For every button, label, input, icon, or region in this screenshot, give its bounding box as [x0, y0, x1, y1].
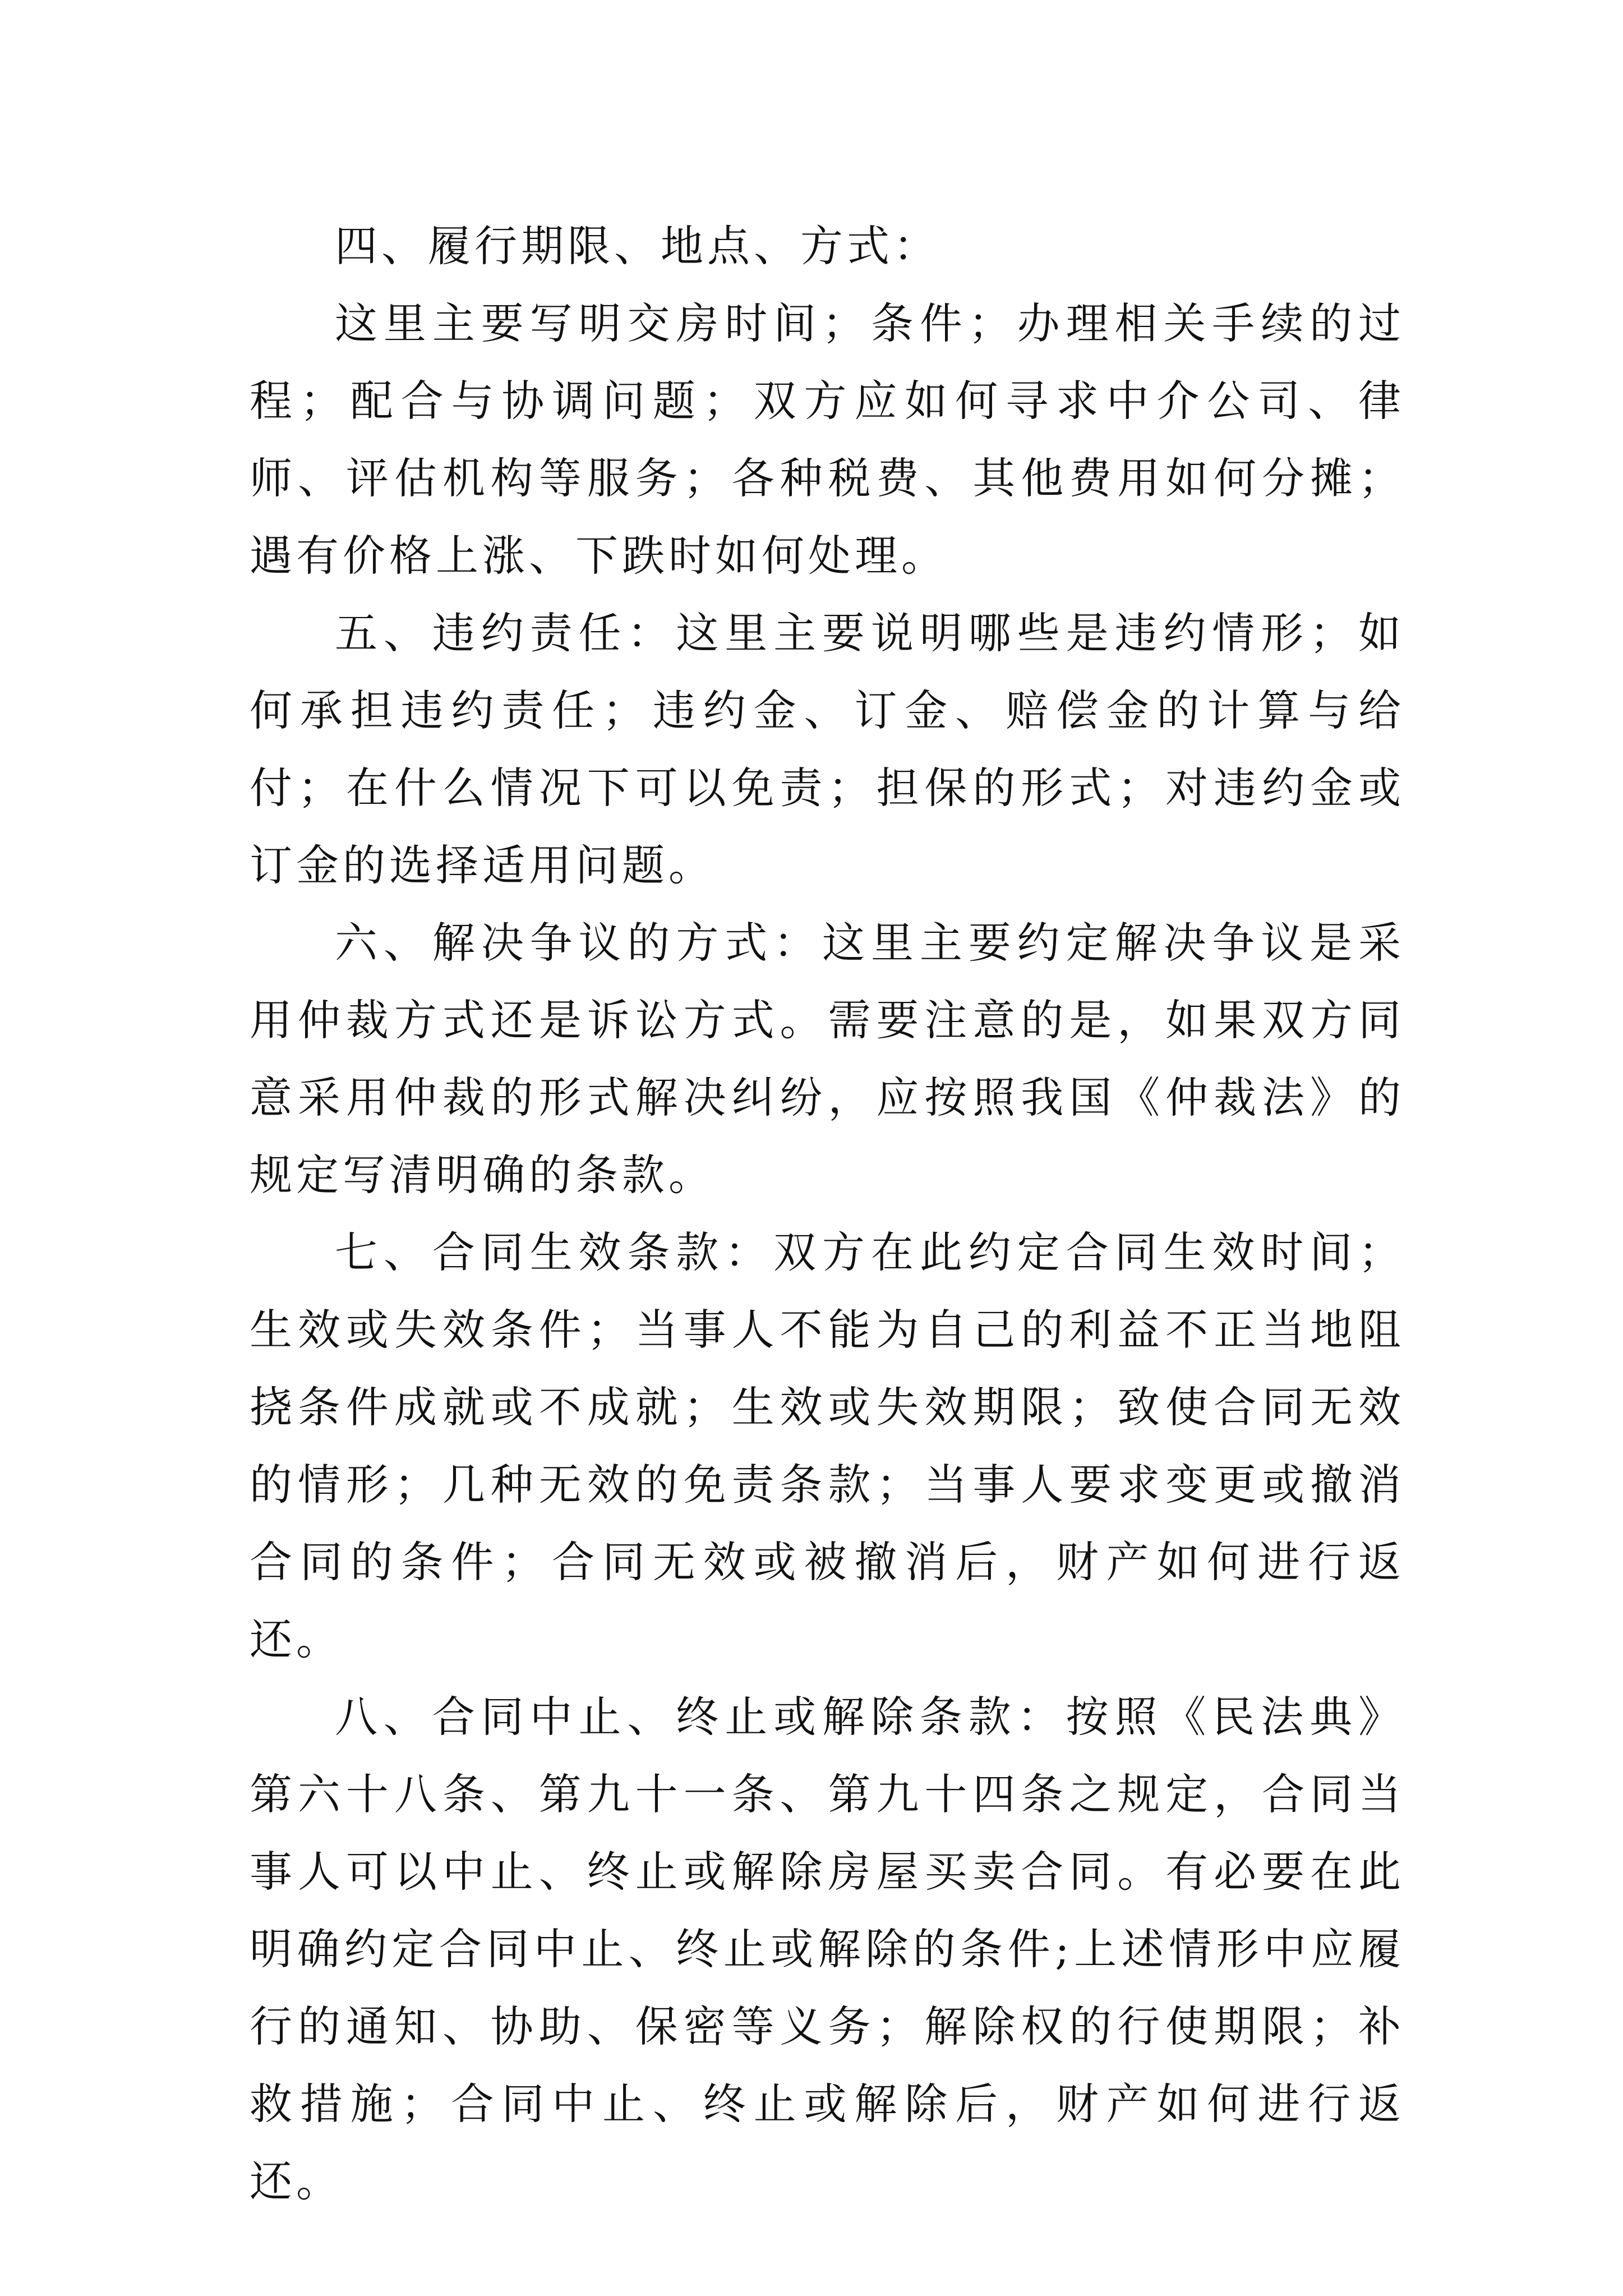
paragraph-dispute-resolution: 六、解决争议的方式：这里主要约定解决争议是采用仲裁方式还是诉讼方式。需要注意的是，如果双方同意采用仲裁的形式解决纠纷，应按照我国《仲裁法》的规定写清明确的条款。: [250, 918, 1405, 1200]
paragraph-contract-termination: 八、合同中止、终止或解除条款：按照《民法典》第六十八条、第九十一条、第九十四条之规定，合同当事人可以中止、终止或解除房屋买卖合同。有必要在此明确约定合同中止、终止或解除的条件;上述情形中应履行的通知、协助、保密等义务；解除权的行使期限；补救措施；合同中止、终止或解除后，财产如何进行返还。: [250, 1692, 1405, 2206]
paragraph-performance-details: 这里主要写明交房时间；条件；办理相关手续的过程；配合与协调问题；双方应如何寻求中介公司、律师、评估机构等服务；各种税费、其他费用如何分摊；遇有价格上涨、下跌时如何处理。: [250, 298, 1405, 581]
paragraph-breach-liability: 五、违约责任：这里主要说明哪些是违约情形；如何承担违约责任；违约金、订金、赔偿金的计算与给付；在什么情况下可以免责；担保的形式；对违约金或订金的选择适用问题。: [250, 608, 1405, 890]
paragraph-contract-effectiveness: 七、合同生效条款：双方在此约定合同生效时间；生效或失效条件；当事人不能为自己的利益不正当地阻挠条件成就或不成就；生效或失效期限；致使合同无效的情形；几种无效的免责条款；当事人要求变更或撤消合同的条件；合同无效或被撤消后，财产如何进行返还。: [250, 1227, 1405, 1664]
section-heading-performance: 四、履行期限、地点、方式：: [335, 221, 940, 271]
document-body: [250, 208, 1405, 2220]
